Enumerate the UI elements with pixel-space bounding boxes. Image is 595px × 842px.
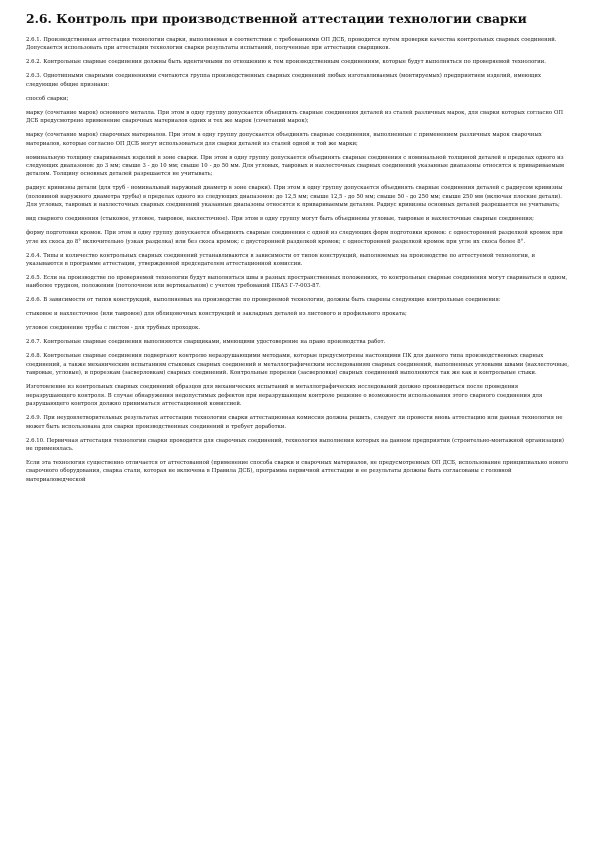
paragraph: 2.6.6. В зависимости от типов конструкций, выполняемых на производстве по проверяемой технологии, должны быть сварены следующие контрольные соединения:	[26, 297, 501, 304]
paragraph: стыковое и нахлесточное (или тавровое) для облицовочных конструкций и закладных деталей из листового и профильного проката;	[26, 311, 407, 318]
paragraph: Если эта технология существенно отличается от аттестованной (применение способа сварки и сварочных материалов, не предусмотренных ОП ДСБ, использование принципиально нового сварочного оборудования, сварка стали, которая не включена в Правила ДСБ), программа первичной аттестации и ее результаты должны быть согласованы с головной материаловедческой	[26, 459, 569, 483]
paragraph: марку (сочетание марок) сварочных материалов. При этом в одну группу допускается объединять сварные соединения, выполненные с применением различных марок сварочных материалов, которые согласно ОП ДСБ могут использоваться для сварки деталей из сталей одной и той же марки;	[26, 132, 542, 147]
section-title: 2.6. Контроль при производственной аттестации технологии сварки	[26, 11, 527, 26]
paragraph: 2.6.10. Первичная аттестация технологии сварки проводится для сварочных соединений, технология выполнения которых на данном предприятии (строительно-монтажной организации) не применялась.	[26, 437, 564, 452]
paragraph: 2.6.1. Производственная аттестация технологии сварки, выполняемая в соответствии с требованиями ОП ДСБ, проводится путем проверки качества контрольных сварных соединений. Допускается использовать при аттестации технологии сварки результаты испытаний, полученные при аттестации сварщиков.	[26, 37, 557, 52]
paragraph: 2.6.4. Типы и количество контрольных сварных соединений устанавливаются в зависимости от типов конструкций, выполняемых на производстве по аттестуемой технологии, и указываются в программе аттестации, утвержденной председателем аттестационной комиссии.	[26, 252, 536, 268]
paragraph: 2.6.5. Если на производстве по проверяемой технологии будут выполняться швы в разных пространственных положениях, то контрольные сварные соединения могут свариваться в одном, наиболее трудном, положении (потолочном или вертикальном) с учетом требований ПБАЗ Г-7-003-87.	[26, 275, 568, 290]
paragraph: способ сварки;	[26, 95, 69, 102]
paragraph: номинальную толщину свариваемых изделий в зоне сварки. При этом в одну группу допускается объединять сварные соединения с номинальной толщиной деталей в пределах одного из следующих диапазонов: до 3 мм; свыше 3 - до 10 мм; свыше 10 - до 50 мм. Для угловых, тавровых и нахлесточных сварных соединений указанные диапазоны относятся к привариваемым деталям. Толщину основных деталей разрешается не учитывать;	[26, 154, 565, 178]
paragraph: Изготовление из контрольных сварных соединений образцов для механических испытаний и металлографических исследований должно производиться после проведения неразрушающего контроля. В случае обнаружения недопустимых дефектов при неразрушающем контроле решение о возможности использования этого сварного соединения для разрушающего контроля должно приниматься аттестационной комиссией.	[26, 384, 543, 408]
paragraph: форму подготовки кромок. При этом в одну группу допускается объединять сварные соединения с одной из следующих форм подготовки кромок: с односторонней разделкой кромок при угле их скоса до 8° включительно (узкая разделка) или без скоса кромок; с двусторонней разделкой кромок; с односторонней разделкой кромок при угле их скоса более 8°.	[26, 230, 563, 245]
paragraph: 2.6.8. Контрольные сварные соединения подвергают контролю неразрушающими методами, которые предусмотрены настоящими ПК для данного типа производственных сварных соединений, а также механическим испытаниям стыковых сварных соединений и металлографическим исследованиям сварных соединений, выполненных угловыми швами (нахлесточные, тавровые, угловые), и прорезкам (засверловкам) сварных соединений. Контрольные прорезки (засверловки) сварных соединений выполняются так же как и контрольные стыки.	[26, 353, 570, 377]
paragraph: 2.6.9. При неудовлетворительных результатах аттестации технологии сварки аттестационная комиссия должна решить, следует ли провести вновь аттестацию или данная технология не может быть использована для сварки производственных соединений и требует доработки.	[26, 415, 563, 430]
paragraph: 2.6.7. Контрольные сварные соединения выполняются сварщиками, имеющими удостоверение на право производства работ.	[26, 339, 386, 346]
paragraph: 2.6.3. Однотипными сварными соединениями считаются группа производственных сварных соединений любых изготавливаемых (монтируемых) предприятием изделий, имеющих следующие общие признаки:	[26, 73, 541, 88]
paragraph: угловое соединение трубы с листом - для трубных проходок.	[26, 325, 201, 332]
paragraph: радиус кривизны детали (для труб - номинальный наружный диаметр в зоне сварки). При этом в одну группу допускается объединять сварные соединения деталей с радиусом кривизны (половиной наружного диаметра трубы) в пределах одного из следующих диапазонов: до 12,5 мм; свыше 12,5 - до 50 мм; свыше 50 - до 250 мм; свыше 250 мм (включая плоские детали). Для угловых, тавровых и нахлесточных сварных соединений указанные диапазоны относятся к привариваемым деталям. Радиус кривизны основных деталей разрешается не учитывать;	[26, 185, 563, 209]
paragraph: вид сварного соединения (стыковое, угловое, тавровое, нахлесточное). При этом в одну группу могут быть объединены угловые, тавровые и нахлесточные сварные соединения;	[26, 216, 534, 223]
paragraph: марку (сочетание марок) основного металла. При этом в одну группу допускается объединять сварные соединения деталей из сталей различных марок, для сварки которых согласно ОП ДСБ предусмотрено применение сварочных материалов одних и тех же марок (сочетаний марок);	[26, 109, 564, 125]
paragraph: 2.6.2. Контрольные сварные соединения должны быть идентичными по отношению к тем производственным соединениям, которые будут выполняться по проверяемой технологии.	[26, 59, 546, 66]
